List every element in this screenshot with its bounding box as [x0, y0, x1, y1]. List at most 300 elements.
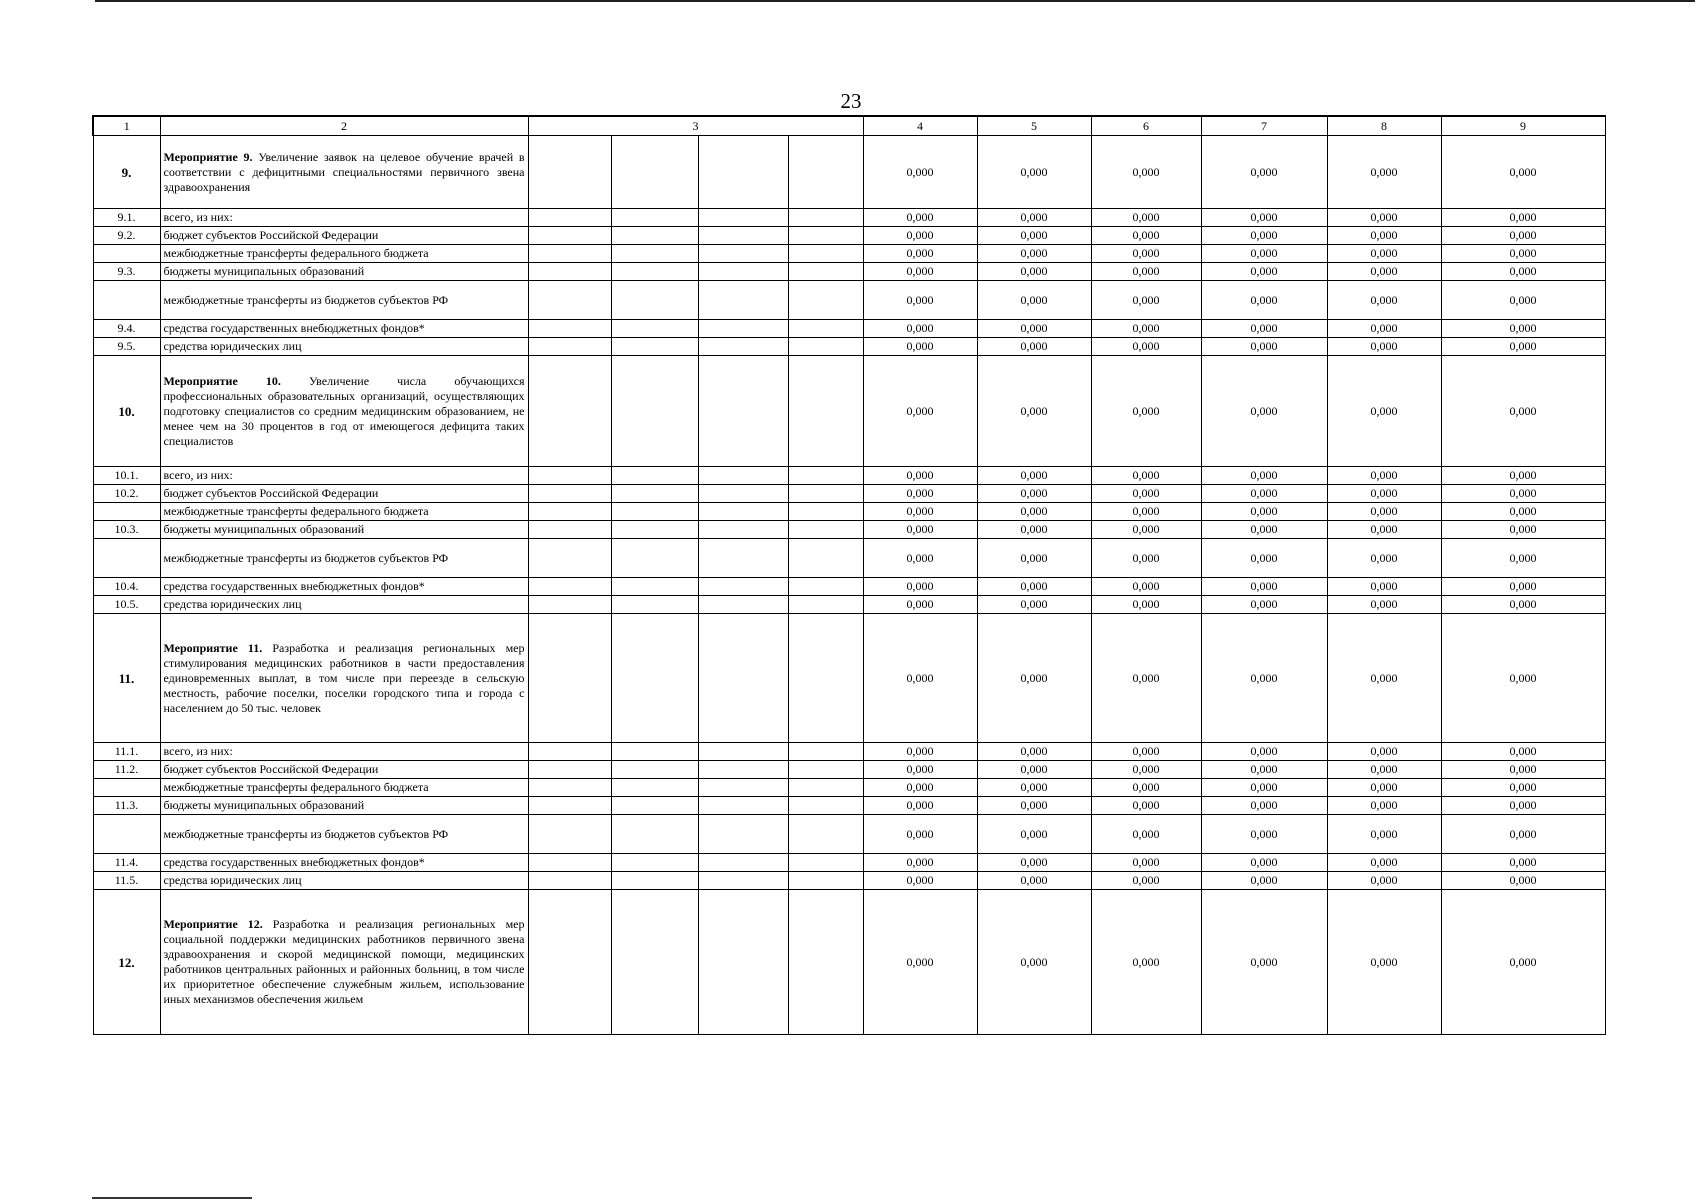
empty-cell: [528, 227, 611, 245]
empty-cell: [698, 872, 788, 890]
value-cell: 0,000: [1091, 596, 1201, 614]
value-cell: 0,000: [977, 854, 1091, 872]
funding-row: [93, 854, 1605, 872]
empty-cell: [788, 854, 863, 872]
row-index: [93, 245, 160, 263]
empty-cell: [698, 281, 788, 320]
empty-cell: [611, 890, 698, 1035]
value-cell: 0,000: [863, 485, 977, 503]
value-cell: 0,000: [977, 797, 1091, 815]
value-cell: 0,000: [1441, 578, 1605, 596]
value-cell: 0,000: [977, 227, 1091, 245]
value-cell: 0,000: [1201, 281, 1327, 320]
empty-cell: [788, 281, 863, 320]
value-cell: 0,000: [1327, 890, 1441, 1035]
empty-cell: [698, 596, 788, 614]
row-description: бюджеты муниципальных образований: [160, 263, 528, 281]
empty-cell: [528, 539, 611, 578]
value-cell: 0,000: [1091, 797, 1201, 815]
value-cell: 0,000: [1091, 815, 1201, 854]
empty-cell: [788, 338, 863, 356]
value-cell: 0,000: [1091, 539, 1201, 578]
value-cell: 0,000: [1327, 485, 1441, 503]
value-cell: 0,000: [1091, 467, 1201, 485]
value-cell: 0,000: [1441, 539, 1605, 578]
value-cell: 0,000: [1327, 281, 1441, 320]
value-cell: 0,000: [863, 797, 977, 815]
row-description: бюджет субъектов Российской Федерации: [160, 227, 528, 245]
empty-cell: [611, 779, 698, 797]
value-cell: 0,000: [1441, 779, 1605, 797]
empty-cell: [698, 263, 788, 281]
funding-row: [93, 320, 1605, 338]
value-cell: 0,000: [1091, 854, 1201, 872]
value-cell: 0,000: [1441, 872, 1605, 890]
empty-cell: [698, 209, 788, 227]
funding-row: [93, 467, 1605, 485]
value-cell: 0,000: [977, 209, 1091, 227]
funding-row: [93, 485, 1605, 503]
value-cell: 0,000: [1091, 281, 1201, 320]
measure-text: Разработка и реализация региональных мер стимулирования медицинских работников в части предоставления единовременных выплат, в том числе при переезде в сельскую местность, рабочие поселки, поселки городского типа и города с населением до 50 тыс. человек: [163, 640, 525, 715]
value-cell: 0,000: [1441, 338, 1605, 356]
value-cell: 0,000: [863, 338, 977, 356]
empty-cell: [788, 614, 863, 743]
value-cell: 0,000: [863, 854, 977, 872]
empty-cell: [698, 356, 788, 467]
value-cell: 0,000: [1201, 356, 1327, 467]
value-cell: 0,000: [1091, 761, 1201, 779]
value-cell: 0,000: [863, 209, 977, 227]
value-cell: 0,000: [1441, 209, 1605, 227]
empty-cell: [698, 815, 788, 854]
value-cell: 0,000: [977, 245, 1091, 263]
header-row: [93, 116, 1605, 136]
empty-cell: [611, 596, 698, 614]
row-description: бюджет субъектов Российской Федерации: [160, 485, 528, 503]
value-cell: 0,000: [863, 761, 977, 779]
value-cell: 0,000: [1201, 263, 1327, 281]
value-cell: 0,000: [1201, 245, 1327, 263]
row-description: [160, 356, 528, 467]
row-description: межбюджетные трансферты федерального бюджета: [160, 245, 528, 263]
value-cell: 0,000: [1201, 503, 1327, 521]
empty-cell: [528, 890, 611, 1035]
empty-cell: [528, 245, 611, 263]
empty-cell: [528, 467, 611, 485]
value-cell: 0,000: [863, 320, 977, 338]
funding-row: [93, 263, 1605, 281]
empty-cell: [528, 338, 611, 356]
header-col-9: 9: [1441, 116, 1605, 136]
value-cell: 0,000: [1091, 743, 1201, 761]
value-cell: 0,000: [863, 578, 977, 596]
empty-cell: [788, 320, 863, 338]
row-index: 11.3.: [93, 797, 160, 815]
value-cell: 0,000: [1327, 578, 1441, 596]
value-cell: 0,000: [977, 761, 1091, 779]
empty-cell: [788, 485, 863, 503]
empty-cell: [788, 263, 863, 281]
row-description: всего, из них:: [160, 467, 528, 485]
value-cell: 0,000: [977, 596, 1091, 614]
value-cell: 0,000: [1201, 890, 1327, 1035]
value-cell: 0,000: [977, 485, 1091, 503]
value-cell: 0,000: [1327, 503, 1441, 521]
row-index: 10.3.: [93, 521, 160, 539]
empty-cell: [611, 815, 698, 854]
header-col-3: 3: [528, 116, 863, 136]
value-cell: 0,000: [977, 356, 1091, 467]
funding-row: [93, 872, 1605, 890]
value-cell: 0,000: [1441, 136, 1605, 209]
funding-row: [93, 209, 1605, 227]
value-cell: 0,000: [1441, 320, 1605, 338]
value-cell: 0,000: [1327, 743, 1441, 761]
empty-cell: [528, 209, 611, 227]
measure-text: Увеличение заявок на целевое обучение врачей в соответствии с дефицитными специальностями первичного звена здравоохранения: [163, 149, 525, 194]
empty-cell: [788, 578, 863, 596]
empty-cell: [788, 356, 863, 467]
value-cell: 0,000: [977, 136, 1091, 209]
empty-cell: [788, 227, 863, 245]
empty-cell: [788, 245, 863, 263]
row-index: 11.5.: [93, 872, 160, 890]
value-cell: 0,000: [1201, 485, 1327, 503]
empty-cell: [611, 578, 698, 596]
value-cell: 0,000: [977, 578, 1091, 596]
value-cell: 0,000: [1327, 872, 1441, 890]
value-cell: 0,000: [1327, 263, 1441, 281]
empty-cell: [698, 797, 788, 815]
empty-cell: [611, 467, 698, 485]
funding-row: [93, 743, 1605, 761]
measure-row: [93, 136, 1605, 209]
value-cell: 0,000: [1327, 761, 1441, 779]
row-index: [93, 503, 160, 521]
empty-cell: [698, 539, 788, 578]
empty-cell: [528, 281, 611, 320]
empty-cell: [788, 503, 863, 521]
value-cell: 0,000: [1201, 797, 1327, 815]
empty-cell: [611, 356, 698, 467]
row-index: 10.4.: [93, 578, 160, 596]
value-cell: 0,000: [1327, 539, 1441, 578]
value-cell: 0,000: [1201, 539, 1327, 578]
value-cell: 0,000: [863, 614, 977, 743]
value-cell: 0,000: [1441, 245, 1605, 263]
value-cell: 0,000: [977, 338, 1091, 356]
value-cell: 0,000: [1091, 227, 1201, 245]
value-cell: 0,000: [1441, 890, 1605, 1035]
value-cell: 0,000: [1441, 263, 1605, 281]
measure-row: [93, 356, 1605, 467]
funding-row: [93, 245, 1605, 263]
value-cell: 0,000: [1441, 356, 1605, 467]
funding-row: [93, 797, 1605, 815]
empty-cell: [698, 578, 788, 596]
value-cell: 0,000: [863, 245, 977, 263]
value-cell: 0,000: [1441, 596, 1605, 614]
measure-title: Мероприятие 10.: [163, 373, 281, 388]
value-cell: 0,000: [1327, 779, 1441, 797]
empty-cell: [611, 281, 698, 320]
empty-cell: [611, 614, 698, 743]
empty-cell: [788, 539, 863, 578]
value-cell: 0,000: [977, 467, 1091, 485]
value-cell: 0,000: [1441, 281, 1605, 320]
row-description: бюджеты муниципальных образований: [160, 797, 528, 815]
row-description: средства юридических лиц: [160, 596, 528, 614]
row-index: 11.1.: [93, 743, 160, 761]
value-cell: 0,000: [863, 872, 977, 890]
value-cell: 0,000: [977, 743, 1091, 761]
empty-cell: [788, 743, 863, 761]
value-cell: 0,000: [1327, 854, 1441, 872]
funding-row: [93, 281, 1605, 320]
value-cell: 0,000: [1441, 815, 1605, 854]
value-cell: 0,000: [863, 539, 977, 578]
value-cell: 0,000: [1441, 467, 1605, 485]
row-description: средства юридических лиц: [160, 338, 528, 356]
value-cell: 0,000: [1091, 136, 1201, 209]
value-cell: 0,000: [863, 467, 977, 485]
value-cell: 0,000: [977, 281, 1091, 320]
row-index: 10.5.: [93, 596, 160, 614]
value-cell: 0,000: [863, 815, 977, 854]
value-cell: 0,000: [1441, 521, 1605, 539]
measure-row: [93, 890, 1605, 1035]
value-cell: 0,000: [863, 227, 977, 245]
row-index: 12.: [93, 890, 160, 1035]
header-col-7: 7: [1201, 116, 1327, 136]
page-number: 23: [840, 89, 862, 113]
value-cell: 0,000: [1201, 596, 1327, 614]
empty-cell: [788, 779, 863, 797]
value-cell: 0,000: [977, 872, 1091, 890]
empty-cell: [698, 614, 788, 743]
empty-cell: [788, 890, 863, 1035]
value-cell: 0,000: [977, 890, 1091, 1035]
row-description: средства государственных внебюджетных фондов*: [160, 578, 528, 596]
empty-cell: [611, 761, 698, 779]
value-cell: 0,000: [1091, 503, 1201, 521]
value-cell: 0,000: [863, 503, 977, 521]
empty-cell: [611, 136, 698, 209]
funding-row: [93, 539, 1605, 578]
empty-cell: [611, 227, 698, 245]
value-cell: 0,000: [1091, 521, 1201, 539]
value-cell: 0,000: [1091, 320, 1201, 338]
value-cell: 0,000: [1201, 872, 1327, 890]
empty-cell: [698, 854, 788, 872]
value-cell: 0,000: [1201, 227, 1327, 245]
row-index: 11.2.: [93, 761, 160, 779]
row-description: всего, из них:: [160, 209, 528, 227]
row-index: 9.2.: [93, 227, 160, 245]
value-cell: 0,000: [977, 815, 1091, 854]
header-col-6: 6: [1091, 116, 1201, 136]
value-cell: 0,000: [1327, 356, 1441, 467]
empty-cell: [528, 761, 611, 779]
empty-cell: [698, 485, 788, 503]
value-cell: 0,000: [1327, 227, 1441, 245]
value-cell: 0,000: [1201, 761, 1327, 779]
header-col-4: 4: [863, 116, 977, 136]
empty-cell: [528, 320, 611, 338]
funding-row: [93, 779, 1605, 797]
value-cell: 0,000: [1327, 245, 1441, 263]
row-description: всего, из них:: [160, 743, 528, 761]
value-cell: 0,000: [1441, 227, 1605, 245]
value-cell: 0,000: [1327, 209, 1441, 227]
empty-cell: [528, 614, 611, 743]
empty-cell: [611, 245, 698, 263]
row-index: 9.5.: [93, 338, 160, 356]
value-cell: 0,000: [863, 743, 977, 761]
empty-cell: [528, 797, 611, 815]
value-cell: 0,000: [1091, 578, 1201, 596]
value-cell: 0,000: [1091, 209, 1201, 227]
header-col-2: 2: [160, 116, 528, 136]
row-index: [93, 779, 160, 797]
value-cell: 0,000: [1441, 761, 1605, 779]
empty-cell: [698, 467, 788, 485]
empty-cell: [788, 136, 863, 209]
value-cell: 0,000: [863, 521, 977, 539]
row-index: 11.: [93, 614, 160, 743]
value-cell: 0,000: [1441, 503, 1605, 521]
value-cell: 0,000: [1091, 614, 1201, 743]
value-cell: 0,000: [1201, 578, 1327, 596]
value-cell: 0,000: [1201, 209, 1327, 227]
value-cell: 0,000: [863, 281, 977, 320]
value-cell: 0,000: [1327, 596, 1441, 614]
row-index: 9.1.: [93, 209, 160, 227]
empty-cell: [528, 263, 611, 281]
value-cell: 0,000: [1327, 338, 1441, 356]
measure-text: Увеличение числа обучающихся профессиональных образовательных организаций, осуществляющих подготовку специалистов со средним медицинским образованием, не менее чем на 30 процентов в год от имеющегося дефицита таких специалистов: [163, 373, 525, 448]
value-cell: 0,000: [1441, 614, 1605, 743]
funding-row: [93, 596, 1605, 614]
row-description: средства государственных внебюджетных фондов*: [160, 320, 528, 338]
value-cell: 0,000: [863, 890, 977, 1035]
row-index: 9.3.: [93, 263, 160, 281]
empty-cell: [528, 779, 611, 797]
row-description: [160, 890, 528, 1035]
empty-cell: [698, 227, 788, 245]
header-col-1: 1: [93, 116, 160, 136]
value-cell: 0,000: [1327, 815, 1441, 854]
bottom-mark: [92, 1197, 252, 1199]
header-col-8: 8: [1327, 116, 1441, 136]
value-cell: 0,000: [1201, 521, 1327, 539]
empty-cell: [611, 320, 698, 338]
value-cell: 0,000: [1091, 779, 1201, 797]
empty-cell: [788, 467, 863, 485]
value-cell: 0,000: [863, 356, 977, 467]
funding-row: [93, 521, 1605, 539]
row-index: 10.2.: [93, 485, 160, 503]
empty-cell: [788, 872, 863, 890]
value-cell: 0,000: [863, 136, 977, 209]
row-description: [160, 136, 528, 209]
empty-cell: [698, 338, 788, 356]
empty-cell: [698, 890, 788, 1035]
value-cell: 0,000: [1441, 485, 1605, 503]
empty-cell: [698, 503, 788, 521]
value-cell: 0,000: [1091, 338, 1201, 356]
row-description: межбюджетные трансферты из бюджетов субъектов РФ: [160, 539, 528, 578]
row-description: межбюджетные трансферты федерального бюджета: [160, 779, 528, 797]
empty-cell: [788, 521, 863, 539]
value-cell: 0,000: [1327, 320, 1441, 338]
row-index: 9.4.: [93, 320, 160, 338]
empty-cell: [698, 743, 788, 761]
value-cell: 0,000: [1201, 467, 1327, 485]
value-cell: 0,000: [1201, 779, 1327, 797]
funding-row: [93, 578, 1605, 596]
row-description: межбюджетные трансферты федерального бюджета: [160, 503, 528, 521]
funding-row: [93, 338, 1605, 356]
value-cell: 0,000: [977, 320, 1091, 338]
empty-cell: [611, 338, 698, 356]
empty-cell: [528, 485, 611, 503]
empty-cell: [528, 578, 611, 596]
value-cell: 0,000: [1091, 356, 1201, 467]
value-cell: 0,000: [1201, 815, 1327, 854]
funding-row: [93, 503, 1605, 521]
empty-cell: [528, 854, 611, 872]
empty-cell: [611, 797, 698, 815]
empty-cell: [698, 245, 788, 263]
empty-cell: [698, 320, 788, 338]
value-cell: 0,000: [977, 539, 1091, 578]
empty-cell: [611, 485, 698, 503]
value-cell: 0,000: [1327, 467, 1441, 485]
value-cell: 0,000: [1091, 872, 1201, 890]
empty-cell: [528, 872, 611, 890]
value-cell: 0,000: [1327, 797, 1441, 815]
value-cell: 0,000: [1201, 338, 1327, 356]
value-cell: 0,000: [863, 596, 977, 614]
row-description: средства юридических лиц: [160, 872, 528, 890]
empty-cell: [528, 743, 611, 761]
value-cell: 0,000: [1441, 743, 1605, 761]
measure-title: Мероприятие 12.: [163, 917, 263, 931]
empty-cell: [611, 539, 698, 578]
value-cell: 0,000: [1441, 854, 1605, 872]
empty-cell: [698, 779, 788, 797]
value-cell: 0,000: [977, 779, 1091, 797]
empty-cell: [788, 761, 863, 779]
empty-cell: [698, 761, 788, 779]
row-index: 11.4.: [93, 854, 160, 872]
value-cell: 0,000: [1327, 136, 1441, 209]
top-rule: [95, 0, 1695, 2]
value-cell: 0,000: [1091, 485, 1201, 503]
funding-row: [93, 227, 1605, 245]
empty-cell: [611, 209, 698, 227]
empty-cell: [788, 209, 863, 227]
funding-table: [92, 115, 1606, 1035]
value-cell: 0,000: [1201, 743, 1327, 761]
measure-text: Разработка и реализация региональных мер социальной поддержки медицинских работников первичного звена здравоохранения и скорой медицинской помощи, медицинских работников центральных районных и районных больниц, в том числе их приоритетное обеспечение служебным жильем, использование иных механизмов обеспечения жильем: [163, 917, 525, 1006]
empty-cell: [611, 521, 698, 539]
empty-cell: [528, 136, 611, 209]
value-cell: 0,000: [1201, 136, 1327, 209]
empty-cell: [698, 521, 788, 539]
